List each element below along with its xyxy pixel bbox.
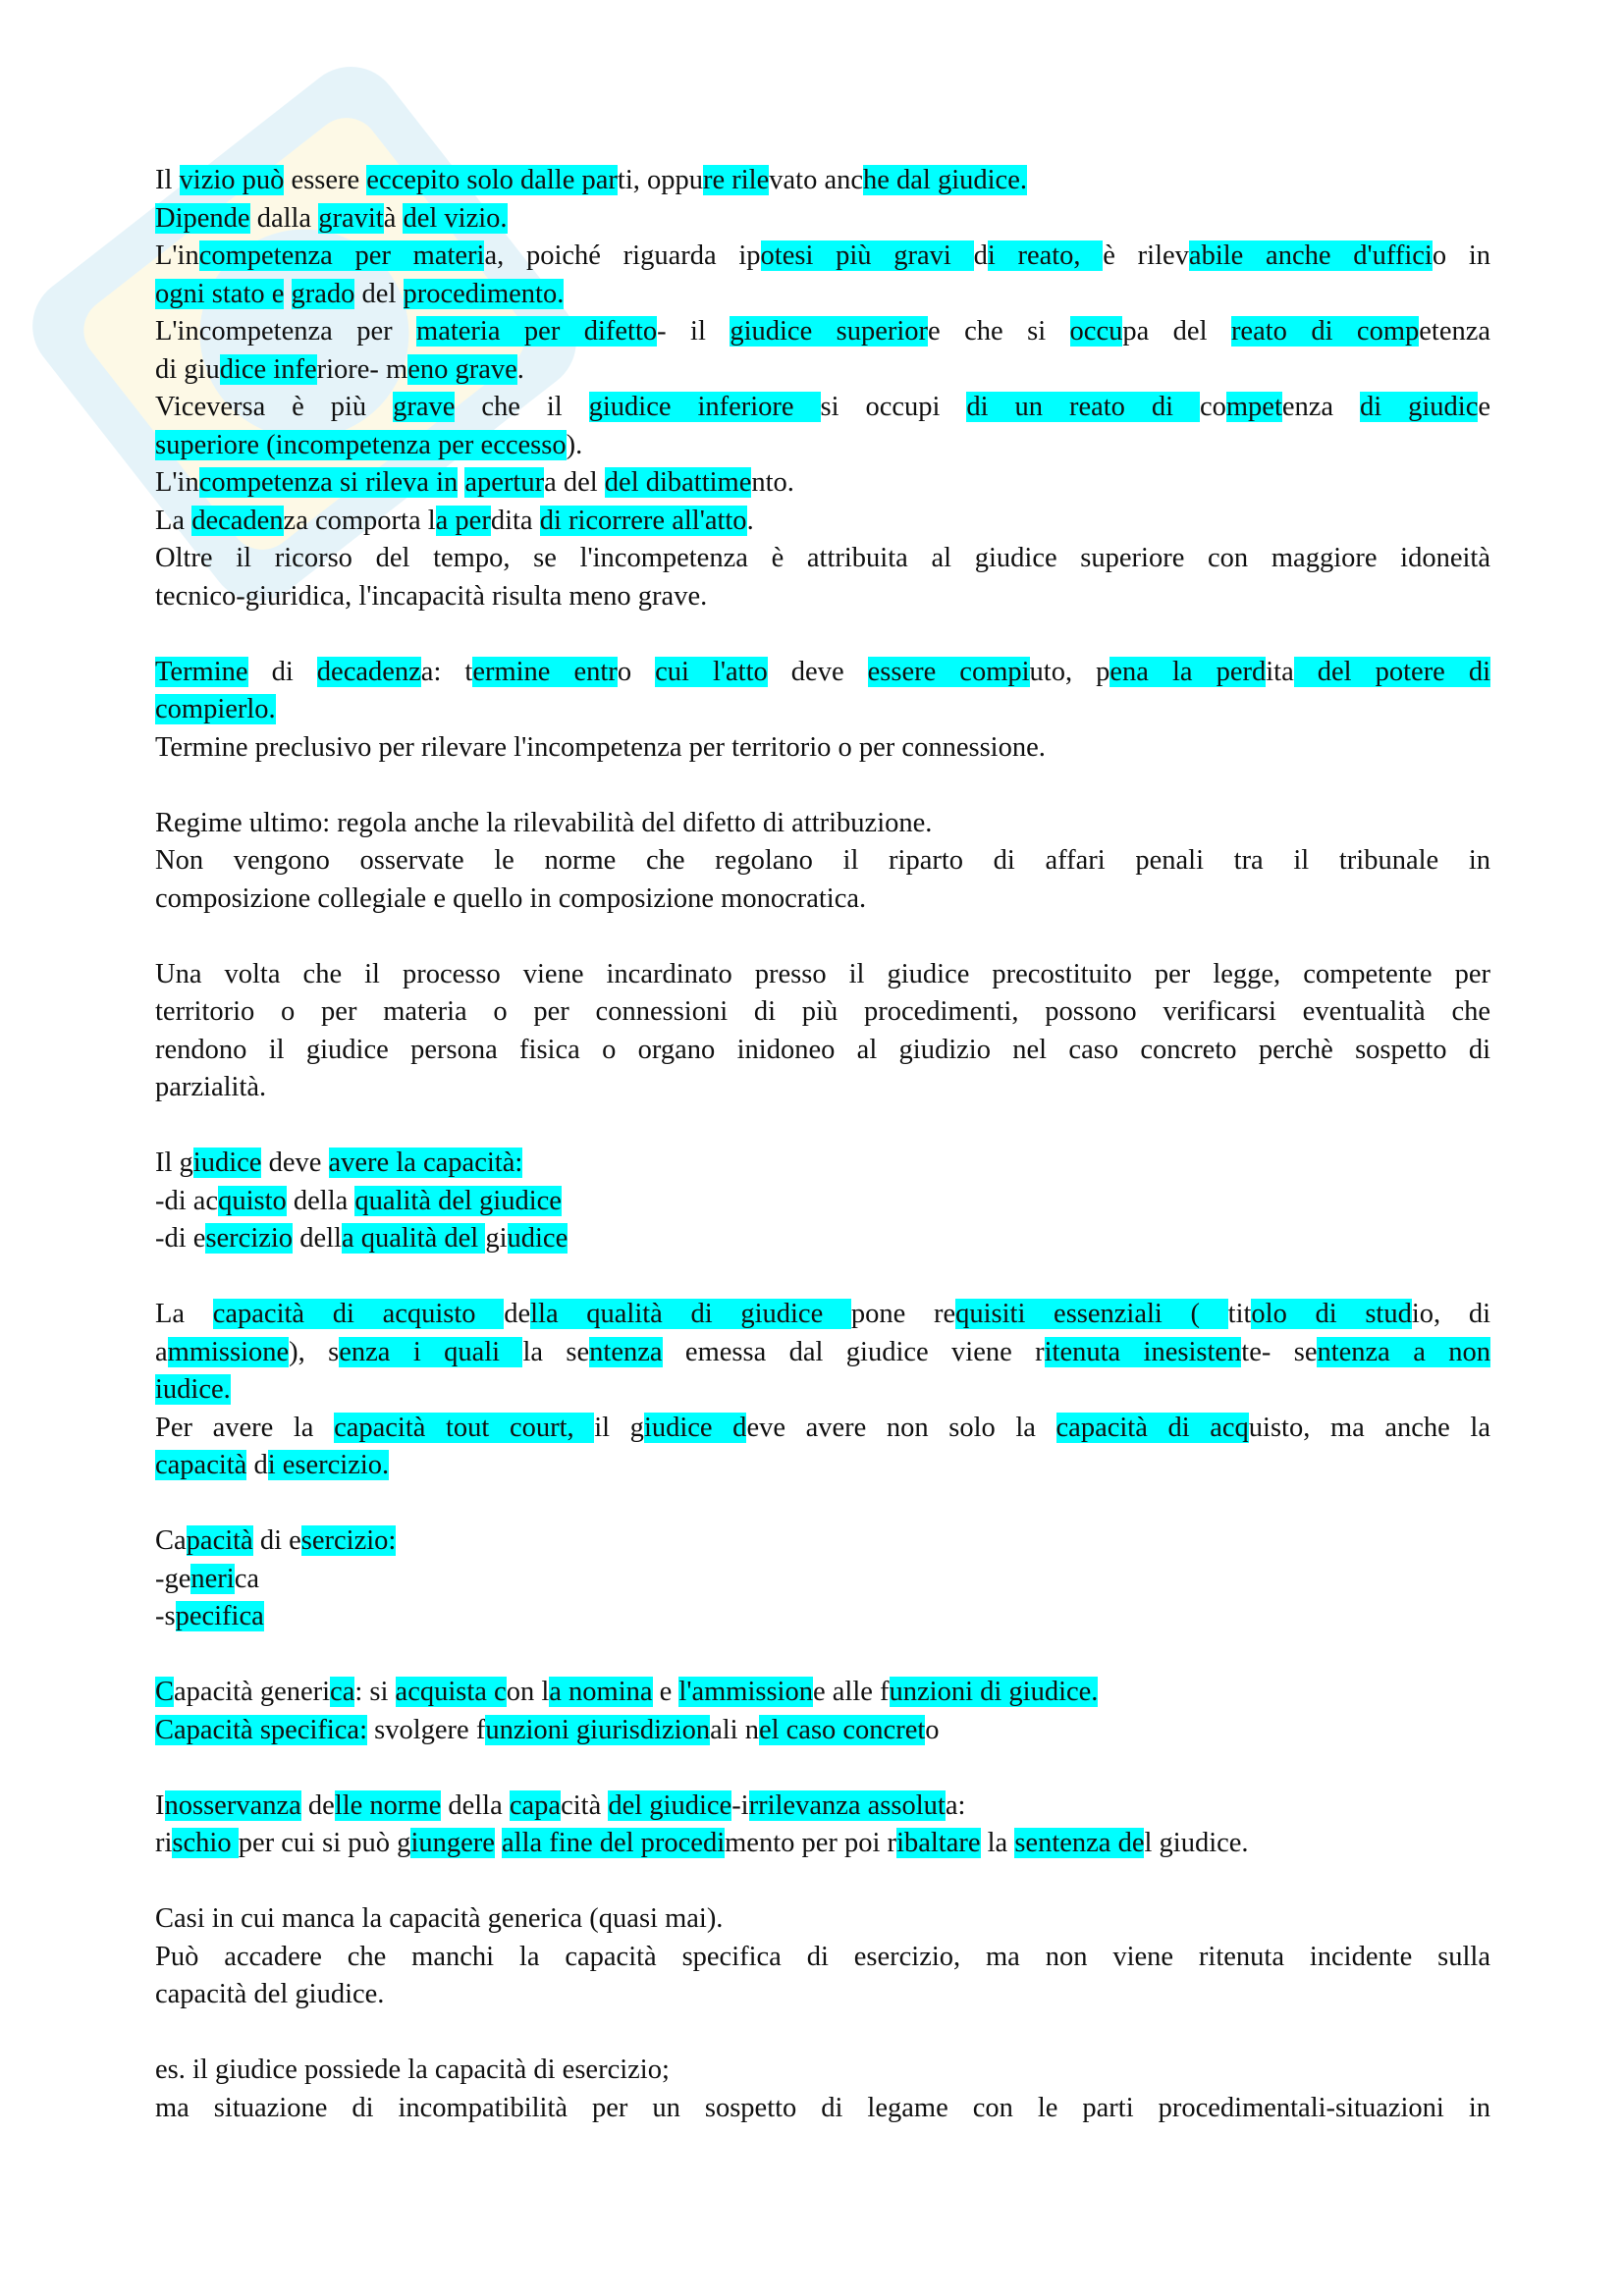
text-segment: Oltre il ricorso del tempo, se l'incompetenza è attribuita al giudice superiore con maggiore idoneità [155, 543, 1490, 573]
text-segment: L'incompetenza per [155, 316, 417, 347]
text-segment: uisto, ma anche la [1248, 1412, 1490, 1443]
highlighted-text: decadenz [316, 656, 421, 687]
highlighted-text: giudice superior [730, 316, 929, 347]
text-segment: o [925, 1714, 940, 1745]
text-line [155, 881, 1490, 919]
text-segment: a: t [420, 656, 473, 687]
text-segment: e [652, 1677, 679, 1707]
highlighted-text: abile anche d'uffici [1188, 240, 1433, 271]
text-segment: ma situazione di incompatibilità per un sospetto di legame con le parti procedimentali-situazioni in [155, 2092, 1490, 2123]
text-segment: a del [544, 467, 605, 498]
text-line [155, 464, 1490, 503]
text-line [155, 1976, 1490, 2014]
text-segment: . [516, 353, 524, 385]
text-segment: la [522, 1336, 544, 1367]
text-segment: ). [566, 429, 583, 460]
text-segment: di [247, 656, 317, 687]
text-segment: riore- m [316, 353, 408, 385]
highlighted-text: del vizio. [403, 202, 508, 234]
highlighted-text: superiore (incompetenza per eccesso [155, 429, 567, 460]
highlighted-text: C [155, 1677, 175, 1707]
text-segment: e [1478, 392, 1490, 422]
text-segment: Una volta che il processo viene incardinato presso il giudice precostituito per legge, competente per [155, 958, 1490, 989]
text-segment: emessa dal giudice viene r [662, 1336, 1045, 1367]
highlighted-text: el caso concret [758, 1714, 926, 1745]
text-segment: capacità del giudice. [155, 1979, 385, 2009]
text-line [155, 389, 1490, 427]
highlighted-text: competenza per materi [198, 240, 485, 271]
highlighted-text: itenuta inesisten [1044, 1336, 1242, 1367]
text-line [155, 1410, 1490, 1448]
highlighted-text: neri [190, 1563, 235, 1594]
highlighted-text: compierlo. [155, 694, 276, 724]
text-segment: ita [1266, 656, 1294, 687]
highlighted-text: di ricorrere all'atto [539, 505, 747, 536]
text-segment: Termine preclusivo per rilevare l'incompetenza per territorio o per connessione. [155, 731, 1046, 763]
text-segment: territorio o per materia o per connessioni di più procedimenti, possono verificarsi eventualità che [155, 996, 1490, 1027]
text-line [155, 427, 1490, 465]
highlighted-text: pecifica [175, 1601, 264, 1631]
text-segment: di giu [155, 353, 220, 385]
text-segment: : si [354, 1677, 396, 1707]
text-line [155, 200, 1490, 239]
text-segment: enza [1281, 392, 1361, 422]
highlighted-text: otesi più gravi [760, 240, 974, 271]
text-segment: si occupi [820, 392, 967, 422]
highlighted-text: ntenza a non [1317, 1336, 1490, 1367]
text-segment: à [383, 202, 404, 234]
highlighted-text: enza i quali [339, 1336, 523, 1367]
paragraph-gap [155, 1749, 1490, 1788]
highlighted-text: capacità [155, 1450, 247, 1480]
text-segment: L'in [155, 467, 199, 498]
highlighted-text: sercizio: [300, 1525, 397, 1556]
highlighted-text: capacità di acquisto [212, 1299, 505, 1329]
text-segment: Non vengono osservate le norme che regolano il riparto di affari penali tra il tribunale in [155, 845, 1490, 876]
text-segment: la [980, 1828, 1015, 1858]
text-segment: che il [455, 392, 589, 422]
highlighted-text: grado [291, 278, 355, 309]
highlighted-text: lla qualità di giudice [530, 1299, 851, 1329]
highlighted-text: a per [435, 505, 491, 536]
text-segment [495, 1828, 502, 1858]
text-segment: -di ac [155, 1185, 219, 1216]
text-segment: del [354, 278, 404, 309]
text-segment: della [286, 1185, 355, 1216]
text-line [155, 162, 1490, 200]
highlighted-text: sentenza de [1014, 1828, 1145, 1858]
text-line [155, 578, 1490, 616]
text-segment: ali n [710, 1714, 759, 1745]
highlighted-text: pacità [186, 1525, 253, 1556]
highlighted-text: Capacità specifica: [155, 1714, 368, 1745]
highlighted-text: eccepito solo dalle par [366, 165, 618, 195]
text-segment: della [441, 1789, 510, 1821]
paragraph-gap [155, 1107, 1490, 1146]
paragraph-gap [155, 1258, 1490, 1297]
highlighted-text: avere la capacità: [328, 1148, 523, 1178]
highlighted-text: iudice [192, 1148, 262, 1178]
text-line [155, 805, 1490, 843]
text-line [155, 1032, 1490, 1070]
text-segment: vato anc [769, 165, 863, 195]
text-segment: l giudice. [1144, 1828, 1249, 1858]
text-segment: te- se [1241, 1336, 1318, 1367]
text-segment: L'in [155, 240, 199, 271]
text-segment: pa del [1122, 316, 1231, 347]
text-segment: -i [731, 1789, 749, 1821]
text-segment: uto, p [1029, 656, 1110, 687]
highlighted-text: ena la perd [1109, 656, 1267, 687]
highlighted-text: ermine entr [472, 656, 618, 687]
text-segment: io, di [1411, 1299, 1490, 1329]
highlighted-text: a qualità del [341, 1223, 486, 1254]
highlighted-text: di giudic [1360, 392, 1479, 422]
highlighted-text: iudice. [155, 1374, 231, 1405]
text-segment: cità [561, 1789, 609, 1821]
highlighted-text: eno grave [407, 353, 517, 385]
text-segment: Viceversa è più [155, 392, 394, 422]
highlighted-text: si rileva in [339, 467, 459, 498]
text-line [155, 1296, 1490, 1334]
highlighted-text: Termine [155, 656, 248, 687]
text-segment: Casi in cui manca la capacità generica (quasi mai). [155, 1903, 724, 1934]
highlighted-text: capacità di acq [1055, 1412, 1249, 1443]
highlighted-text: occu [1069, 316, 1123, 347]
highlighted-text: vizio può [179, 165, 285, 195]
highlighted-text: cui l'atto [655, 656, 768, 687]
highlighted-text: re rile [703, 165, 770, 195]
text-segment: - il [657, 316, 730, 347]
text-line [155, 276, 1490, 314]
highlighted-text: apertur [464, 467, 545, 498]
text-segment: de [504, 1299, 531, 1329]
text-line [155, 1939, 1490, 1977]
text-segment: . [746, 505, 754, 536]
text-segment: La [155, 1299, 213, 1329]
highlighted-text: acquista c [395, 1677, 507, 1707]
highlighted-text: schio [172, 1828, 239, 1858]
text-line [155, 1674, 1490, 1712]
highlighted-text: mpet [1225, 392, 1282, 422]
text-line [155, 1900, 1490, 1939]
text-line [155, 842, 1490, 881]
highlighted-text: del potere di [1293, 656, 1490, 687]
paragraph-gap [155, 1863, 1490, 1901]
text-segment: Per avere la [155, 1412, 335, 1443]
highlighted-text: di un reato di [966, 392, 1200, 422]
highlighted-text: decaden [191, 505, 284, 536]
paragraph-gap [155, 1485, 1490, 1523]
text-segment: deve [261, 1148, 329, 1178]
text-line [155, 313, 1490, 351]
document-body [155, 162, 1490, 2127]
highlighted-text: mmissione [167, 1336, 290, 1367]
text-line [155, 1069, 1490, 1107]
text-segment: se [543, 1336, 590, 1367]
text-segment: co [1199, 392, 1226, 422]
text-segment: d [973, 240, 988, 271]
text-segment: Il [155, 165, 180, 195]
text-segment: Regime ultimo: regola anche la rilevabilità del difetto di attribuzione. [155, 807, 933, 838]
text-segment: nto. [751, 467, 794, 498]
highlighted-text: unzioni giurisdizion [485, 1714, 711, 1745]
highlighted-text: capa [509, 1789, 562, 1821]
text-line [155, 1371, 1490, 1410]
text-line [155, 2090, 1490, 2128]
text-line [155, 956, 1490, 994]
highlighted-text: alla fine del procedi [502, 1828, 726, 1858]
text-line [155, 1522, 1490, 1561]
text-segment: pone re [850, 1299, 956, 1329]
text-line [155, 351, 1490, 390]
highlighted-text: grave [393, 392, 456, 422]
highlighted-text: essere compi [867, 656, 1030, 687]
highlighted-text: gravit [318, 202, 384, 234]
text-line [155, 2052, 1490, 2090]
highlighted-text: a nomina [549, 1677, 653, 1707]
text-segment: d [246, 1450, 268, 1480]
text-line [155, 654, 1490, 692]
text-line [155, 1788, 1490, 1826]
text-segment: dita [490, 505, 540, 536]
highlighted-text: ntenza [589, 1336, 663, 1367]
highlighted-text: l'ammission [678, 1677, 813, 1707]
text-segment: svolgere f [367, 1714, 486, 1745]
paragraph-gap [155, 1636, 1490, 1675]
text-segment: -s [155, 1601, 176, 1631]
highlighted-text: qualità del giudice [354, 1185, 562, 1216]
text-segment: tit [1227, 1299, 1252, 1329]
text-segment: e alle f [812, 1677, 890, 1707]
text-segment: etenza [1419, 316, 1490, 347]
text-line [155, 1598, 1490, 1636]
highlighted-text: dice infe [219, 353, 317, 385]
text-segment: parzialità. [155, 1072, 267, 1102]
highlighted-text: i reato, [987, 240, 1104, 271]
text-segment: per cui si può g [238, 1828, 411, 1858]
text-segment: composizione collegiale e quello in composizione monocratica. [155, 882, 867, 914]
text-segment: on l [506, 1677, 550, 1707]
text-segment: mento per poi r [725, 1828, 897, 1858]
highlighted-text: sercizio [205, 1223, 294, 1254]
text-segment: I [155, 1789, 165, 1821]
text-segment: ri [155, 1828, 173, 1858]
highlighted-text: del dibattime [604, 467, 752, 498]
paragraph-gap [155, 615, 1490, 654]
text-line [155, 503, 1490, 541]
text-segment: ), s [289, 1336, 340, 1367]
highlighted-text: giudice inferiore [588, 392, 821, 422]
text-line [155, 1561, 1490, 1599]
text-line [155, 1183, 1490, 1221]
text-segment: eve avere non solo la [746, 1412, 1056, 1443]
text-segment: ti, oppu [617, 165, 703, 195]
text-segment: gi [485, 1223, 508, 1254]
highlighted-text: quisto [218, 1185, 287, 1216]
text-segment: a: [945, 1789, 966, 1821]
highlighted-text: udice [507, 1223, 568, 1254]
text-line [155, 691, 1490, 729]
text-segment: za comporta l [283, 505, 436, 536]
text-segment: il g [594, 1412, 644, 1443]
highlighted-text: procedimento. [403, 278, 565, 309]
text-line [155, 238, 1490, 276]
highlighted-text: ca [330, 1677, 355, 1707]
text-segment: essere [284, 165, 367, 195]
text-segment: dalla [249, 202, 319, 234]
text-segment: tecnico-giuridica, l'incapacità risulta meno grave. [155, 580, 708, 612]
text-segment: a, poiché riguarda ip [484, 240, 761, 271]
highlighted-text: reato di comp [1230, 316, 1420, 347]
text-segment: è rilev [1103, 240, 1189, 271]
text-segment: a [155, 1336, 168, 1367]
highlighted-text: competenza [198, 467, 340, 498]
text-line [155, 1220, 1490, 1258]
highlighted-text: olo di stud [1251, 1299, 1412, 1329]
text-line [155, 729, 1490, 768]
highlighted-text: quisiti essenziali ( [955, 1299, 1228, 1329]
highlighted-text: ogni stato e [155, 278, 285, 309]
text-segment: ca [234, 1563, 260, 1594]
text-segment [284, 279, 291, 309]
text-segment: es. il giudice possiede la capacità di esercizio; [155, 2055, 670, 2085]
highlighted-text: ibaltare [896, 1828, 981, 1858]
text-segment: o in [1432, 240, 1490, 271]
text-segment: o [617, 656, 656, 687]
text-line [155, 1145, 1490, 1183]
text-segment: di e [252, 1525, 301, 1556]
text-segment: -ge [155, 1563, 191, 1594]
text-segment: deve [767, 656, 868, 687]
text-segment: Ca [155, 1525, 187, 1556]
text-segment: rendono il giudice persona fisica o organo inidoneo al giudizio nel caso concreto perchè sospetto di [155, 1034, 1490, 1065]
highlighted-text: lle norme [334, 1789, 442, 1821]
highlighted-text: materia per difetto [416, 316, 658, 347]
highlighted-text: iudice d [643, 1412, 747, 1443]
highlighted-text: i esercizio. [267, 1450, 390, 1480]
text-line [155, 1334, 1490, 1372]
highlighted-text: del giudice [608, 1789, 732, 1821]
highlighted-text: unzioni di giudice. [889, 1677, 1099, 1707]
text-line [155, 993, 1490, 1032]
text-line [155, 1825, 1490, 1863]
highlighted-text: rrilevanza assolut [748, 1789, 946, 1821]
highlighted-text: capacità tout court, [334, 1412, 595, 1443]
text-segment: Può accadere che manchi la capacità specifica di esercizio, ma non viene ritenuta incidente sulla [155, 1941, 1490, 1972]
paragraph-gap [155, 767, 1490, 805]
text-segment: apacità generi [174, 1677, 331, 1707]
text-line [155, 1712, 1490, 1750]
text-segment: -di e [155, 1223, 206, 1254]
text-line [155, 540, 1490, 578]
text-segment: e che si [928, 316, 1070, 347]
text-line [155, 1447, 1490, 1485]
highlighted-text: Dipende [155, 202, 250, 234]
text-segment: de [300, 1789, 335, 1821]
paragraph-gap [155, 2014, 1490, 2053]
paragraph-gap [155, 918, 1490, 956]
highlighted-text: he dal giudice. [863, 165, 1027, 195]
highlighted-text: nosservanza [164, 1789, 301, 1821]
text-segment: dell [293, 1223, 342, 1254]
highlighted-text: iungere [410, 1828, 495, 1858]
text-segment: Il g [155, 1148, 193, 1178]
text-segment: La [155, 505, 192, 536]
